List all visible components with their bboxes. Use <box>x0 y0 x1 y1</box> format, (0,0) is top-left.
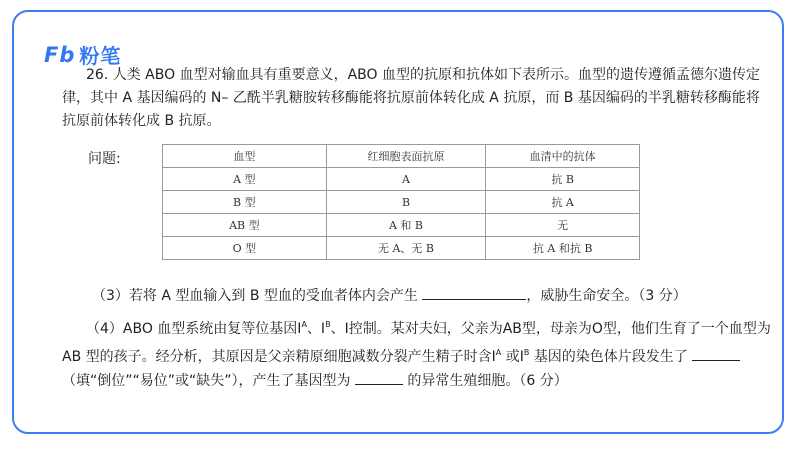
table-cell: B 型 <box>163 191 327 214</box>
q4-text: （填“倒位”“易位”或“缺失”），产生了基因型为 <box>62 373 355 389</box>
table-header-row <box>163 145 640 168</box>
table-cell: A 和 B <box>326 214 486 237</box>
table-cell: 抗 B <box>486 168 640 191</box>
table-row <box>163 168 640 191</box>
q4-text: 基因的染色体片段发生了 <box>529 349 693 365</box>
allele-superscript: B <box>325 320 331 329</box>
table-row <box>163 214 640 237</box>
fenbi-logo-icon: Fb <box>44 42 76 67</box>
q4-text: （4）ABO 血型系统由复等位基因I <box>86 321 302 337</box>
table-cell: B <box>326 191 486 214</box>
table-row <box>163 191 640 214</box>
table-cell: O 型 <box>163 237 327 260</box>
allele-superscript: B <box>523 348 530 357</box>
allele-superscript: A <box>495 348 502 357</box>
table-cell: AB 型 <box>163 214 327 237</box>
q4-text: 、I <box>306 321 326 337</box>
q4-text: 、I控制。某对夫妇，父亲为AB型，母亲为O型，他们生育了一个血型为AB 型的孩子。经分析，其原因是父亲精原细胞减数分裂产生精子时含I <box>62 321 771 365</box>
allele-superscript: A <box>301 320 307 329</box>
table-header: 血清中的抗体 <box>486 145 640 168</box>
question-intro: 26. 人类 ABO 血型对输血具有重要意义，ABO 血型的抗原和抗体如下表所示。血型的遗传遵循孟德尔遗传定律，其中 A 基因编码的 N– 乙酰半乳糖胺转移酶能将抗原前体转化成 A 抗原，而 B 基因编码的半乳糖转移酶能将抗原前体转化成 B 抗原。 <box>62 67 760 129</box>
table-cell: 无 <box>486 214 640 237</box>
q4-text: 或I <box>501 349 524 365</box>
answer-blank[interactable] <box>422 285 526 300</box>
question-4 <box>62 313 772 393</box>
question-label: 问题: <box>88 151 121 167</box>
q3-text-before: （3）若将 A 型血输入到 B 型血的受血者体内会产生 <box>92 288 423 304</box>
question-3 <box>92 285 687 308</box>
table-header: 红细胞表面抗原 <box>326 145 486 168</box>
table-row <box>163 237 640 260</box>
answer-blank[interactable] <box>692 346 740 361</box>
answer-blank[interactable] <box>355 370 403 385</box>
brand-name: 粉笔 <box>79 44 122 68</box>
table-cell: 抗 A 和抗 B <box>486 237 640 260</box>
table-cell: 抗 A <box>486 191 640 214</box>
table-header: 血型 <box>163 145 327 168</box>
blood-type-table <box>162 144 640 260</box>
table-cell: A 型 <box>163 168 327 191</box>
table-cell: A <box>326 168 486 191</box>
table-cell: 无 A、无 B <box>326 237 486 260</box>
q3-text-after: ，威胁生命安全。（3 分） <box>526 288 687 304</box>
q4-text: 的异常生殖细胞。（6 分） <box>402 373 568 389</box>
